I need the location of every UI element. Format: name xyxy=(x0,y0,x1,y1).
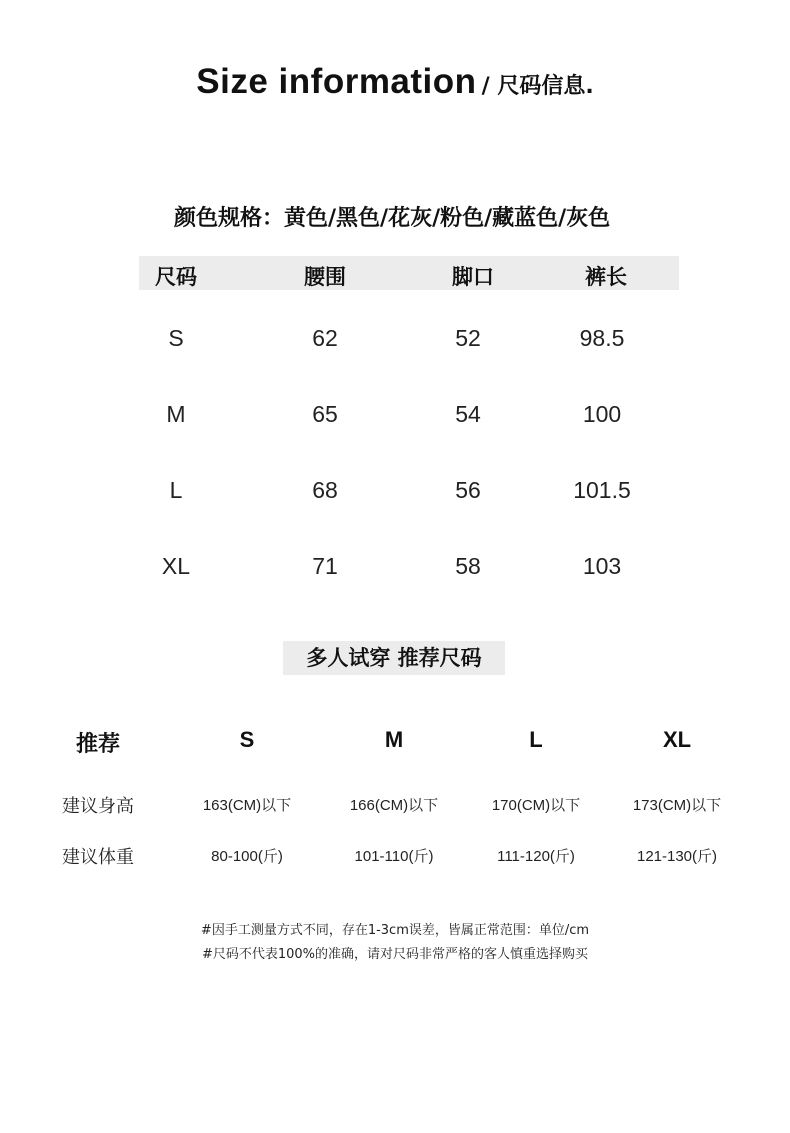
table-row xyxy=(0,841,790,869)
row-size: XL xyxy=(161,553,191,579)
height-xl: 173(CM)以下 xyxy=(632,797,722,814)
trial-header-recommend: 推荐 xyxy=(75,731,121,756)
row-waist: 68 xyxy=(312,477,338,503)
header-waist: 腰围 xyxy=(304,265,346,289)
header-hem: 脚口 xyxy=(452,265,494,289)
table-row xyxy=(0,790,790,818)
row-hem: 54 xyxy=(455,401,481,427)
trial-header-l: L xyxy=(529,727,543,752)
height-l: 170(CM)以下 xyxy=(491,797,581,814)
trial-header-s: S xyxy=(239,727,255,752)
row-size: S xyxy=(168,325,184,351)
header-length: 裤长 xyxy=(585,265,627,289)
row-size: L xyxy=(169,477,183,503)
title-chinese: / 尺码信息. xyxy=(481,74,594,99)
height-s: 163(CM)以下 xyxy=(202,797,292,814)
row-length: 101.5 xyxy=(573,477,631,503)
row-size: M xyxy=(166,401,186,427)
weight-s: 80-100(斤) xyxy=(211,848,283,865)
row-waist: 62 xyxy=(312,325,338,351)
title-english: Size information xyxy=(196,62,477,101)
row-length: 98.5 xyxy=(579,325,625,351)
color-options: 颜色规格：黄色/黑色/花灰/粉色/藏蓝色/灰色 xyxy=(174,206,611,231)
row-hem: 52 xyxy=(455,325,481,351)
table-row xyxy=(0,553,790,583)
size-table-header xyxy=(139,256,679,290)
row-label-height: 建议身高 xyxy=(62,796,134,817)
table-row xyxy=(0,401,790,431)
note-measurement: #因手工测量方式不同，存在1-3cm误差，皆属正常范围：单位/cm xyxy=(200,923,590,938)
height-m: 166(CM)以下 xyxy=(349,797,439,814)
page-title xyxy=(0,62,790,102)
row-hem: 58 xyxy=(455,553,481,579)
row-waist: 65 xyxy=(312,401,338,427)
note-accuracy: #尺码不代表100%的准确，请对尺码非常严格的客人慎重选择购买 xyxy=(201,947,589,962)
table-row xyxy=(0,477,790,507)
weight-m: 101-110(斤) xyxy=(354,848,434,865)
trial-header-xl: XL xyxy=(662,727,692,752)
row-length: 103 xyxy=(582,553,622,579)
header-size: 尺码 xyxy=(155,265,197,289)
row-waist: 71 xyxy=(312,553,338,579)
row-label-weight: 建议体重 xyxy=(62,847,134,868)
weight-xl: 121-130(斤) xyxy=(636,848,718,865)
trial-header-m: M xyxy=(384,727,404,752)
row-length: 100 xyxy=(582,401,622,427)
weight-l: 111-120(斤) xyxy=(497,848,575,865)
row-hem: 56 xyxy=(455,477,481,503)
table-row xyxy=(0,325,790,355)
trial-section-title: 多人试穿 推荐尺码 xyxy=(283,641,505,675)
